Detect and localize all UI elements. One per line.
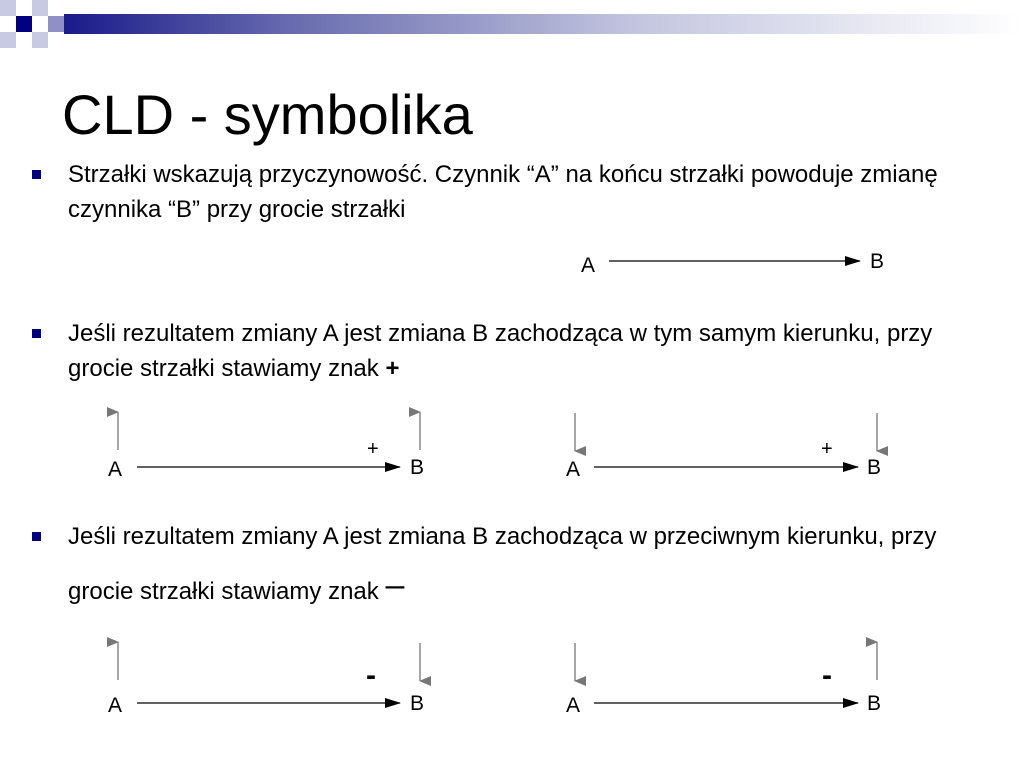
- plus-symbol: +: [385, 355, 400, 382]
- factor-a-label: A: [108, 694, 123, 717]
- negative-sign: -: [366, 659, 376, 692]
- positive-sign: +: [821, 438, 833, 460]
- factor-a-label: A: [566, 694, 581, 717]
- causal-link-basic: [581, 250, 884, 277]
- bullet-text-3-body: Jeśli rezultatem zmiany A jest zmiana B zachodząca w przeciwnym kierunku, przy grocie strzałki stawiamy znak: [68, 523, 937, 605]
- slide-title: CLD - symbolika: [62, 83, 473, 146]
- factor-a-label: A: [108, 458, 123, 481]
- positive-link-increase: [108, 412, 424, 481]
- factor-b-label: B: [870, 250, 885, 273]
- negative-link-a-increase: [108, 642, 424, 717]
- positive-sign: +: [367, 438, 379, 460]
- factor-b-label: B: [410, 692, 425, 715]
- factor-a-label: A: [566, 458, 581, 481]
- minus-symbol: –: [385, 566, 405, 604]
- factor-b-label: B: [410, 456, 425, 479]
- negative-sign: -: [822, 659, 832, 692]
- factor-a-label: A: [581, 254, 596, 277]
- bullet-text-1-body: Strzałki wskazują przyczynowość. Czynnik “A” na końcu strzałki powoduje zmianę czynnika “B” przy grocie strzałki: [68, 161, 938, 223]
- factor-b-label: B: [867, 692, 882, 715]
- positive-link-decrease: [566, 413, 881, 481]
- bullet-text-2-body: Jeśli rezultatem zmiany A jest zmiana B zachodząca w tym samym kierunku, przy grocie strzałki stawiamy znak: [68, 320, 933, 382]
- factor-b-label: B: [867, 456, 882, 479]
- negative-link-a-decrease: [566, 642, 881, 717]
